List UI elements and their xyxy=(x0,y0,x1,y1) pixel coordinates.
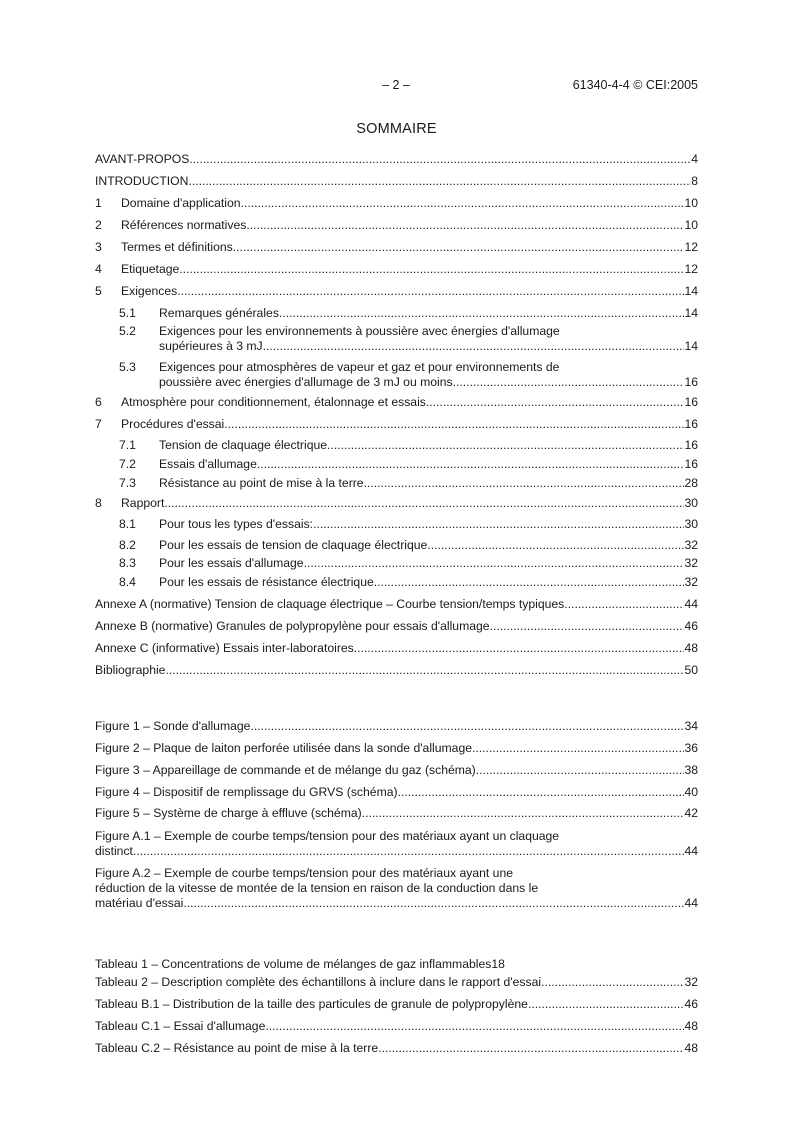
toc-entry-annexe-b[interactable] xyxy=(95,619,698,634)
dot-leader xyxy=(398,785,685,800)
dot-leader xyxy=(564,597,684,612)
page-title: SOMMAIRE xyxy=(356,121,437,137)
figure-entry-3[interactable] xyxy=(95,763,698,778)
toc-entry-section-7-3[interactable] xyxy=(119,476,698,491)
toc-entry-text-line-1: Exigences pour atmosphères de vapeur et gaz et pour environnements de xyxy=(159,360,560,374)
toc-entry-page: 16 xyxy=(684,375,698,389)
toc-entry-number: 7.3 xyxy=(119,476,136,490)
toc-entry-section-8[interactable] xyxy=(95,496,698,511)
toc-entry-page: 48 xyxy=(684,641,698,655)
toc-entry-page: 30 xyxy=(684,517,698,531)
dot-leader xyxy=(246,218,684,233)
table-entry-text: Tableau C.1 – Essai d'allumage xyxy=(95,1019,266,1033)
figure-entry-text: Figure 1 – Sonde d'allumage xyxy=(95,719,251,733)
toc-entry-text: Références normatives xyxy=(121,218,247,232)
toc-entry-page: 12 xyxy=(684,240,698,254)
dot-leader xyxy=(224,417,684,432)
toc-entry-number: 7 xyxy=(95,417,102,431)
toc-entry-introduction[interactable] xyxy=(95,174,698,189)
toc-entry-text: Procédures d'essai xyxy=(121,417,225,431)
toc-entry-text: Remarques générales xyxy=(159,306,279,320)
figure-entry-text: Figure 2 – Plaque de laiton perforée utilisée dans la sonde d'allumage xyxy=(95,741,473,755)
toc-entry-page: 4 xyxy=(691,152,698,166)
toc-entry-number: 5.2 xyxy=(119,324,136,338)
toc-entry-section-5-2[interactable] xyxy=(119,324,698,354)
dot-leader xyxy=(179,262,684,277)
toc-entry-text: Domaine d'application xyxy=(121,196,241,210)
page-number: – 2 – xyxy=(382,78,410,92)
toc-entry-section-6[interactable] xyxy=(95,395,698,410)
table-entry-text: Tableau 2 – Description complète des échantillons à inclure dans le rapport d'essai xyxy=(95,975,542,989)
dot-leader xyxy=(233,240,685,255)
toc-entry-text: Résistance au point de mise à la terre xyxy=(159,476,364,490)
toc-entry-page: 10 xyxy=(684,196,698,210)
figure-entry-text: distinct xyxy=(95,844,133,858)
figure-entry-text: Figure 4 – Dispositif de remplissage du GRVS (schéma) xyxy=(95,785,398,799)
toc-entry-page: 50 xyxy=(684,663,698,677)
dot-leader xyxy=(362,806,685,821)
toc-entry-number: 8.1 xyxy=(119,517,136,531)
dot-leader xyxy=(241,196,685,211)
toc-entry-page: 8 xyxy=(691,174,698,188)
table-entry-text: Tableau B.1 – Distribution de la taille des particules de granule de polypropylène xyxy=(95,997,528,1011)
toc-entry-text: Essais d'allumage xyxy=(159,457,257,471)
toc-entry-page: 14 xyxy=(684,306,698,320)
document-reference: 61340-4-4 © CEI:2005 xyxy=(572,78,698,92)
toc-entry-text: poussière avec énergies d'allumage de 3 mJ ou moins xyxy=(159,375,453,389)
toc-entry-text: Pour les essais de résistance électrique xyxy=(159,575,374,589)
toc-entry-section-1[interactable] xyxy=(95,196,698,211)
toc-entry-section-8-4[interactable] xyxy=(119,575,698,590)
toc-entry-page: 32 xyxy=(684,556,698,570)
toc-entry-text: Pour les essais d'allumage xyxy=(159,556,304,570)
figure-entry-text-line-1: Figure A.2 – Exemple de courbe temps/tension pour des matériaux ayant une xyxy=(95,866,514,880)
toc-entry-section-2[interactable] xyxy=(95,218,698,233)
dot-leader xyxy=(528,997,685,1012)
toc-entry-text: supérieures à 3 mJ xyxy=(159,339,263,353)
toc-entry-section-7[interactable] xyxy=(95,417,698,432)
table-entry-page: 48 xyxy=(684,1019,698,1033)
dot-leader xyxy=(476,763,685,778)
figure-entry-5[interactable] xyxy=(95,806,698,821)
toc-entry-annexe-a[interactable] xyxy=(95,597,698,612)
toc-entry-number: 5.1 xyxy=(119,306,136,320)
figure-entry-text: matériau d'essai xyxy=(95,896,184,910)
toc-entry-section-7-2[interactable] xyxy=(119,457,698,472)
toc-entry-avant-propos[interactable] xyxy=(95,152,698,167)
table-entry-1[interactable] xyxy=(95,957,698,972)
toc-entry-annexe-c[interactable] xyxy=(95,641,698,656)
dot-leader xyxy=(263,339,685,354)
dot-leader xyxy=(374,575,685,590)
toc-entry-page: 44 xyxy=(684,597,698,611)
dot-leader xyxy=(427,538,684,553)
toc-entry-number: 8.4 xyxy=(119,575,136,589)
toc-entry-text: Annexe A (normative) Tension de claquage électrique – Courbe tension/temps typiques xyxy=(95,597,565,611)
toc-entry-section-8-2[interactable] xyxy=(119,538,698,553)
dot-leader xyxy=(313,517,684,532)
toc-entry-page: 16 xyxy=(684,457,698,471)
toc-entry-page: 12 xyxy=(684,262,698,276)
dot-leader xyxy=(426,395,685,410)
table-entry-page: 48 xyxy=(684,1041,698,1055)
toc-entry-page: 16 xyxy=(684,395,698,409)
toc-entry-text-line-1: Exigences pour les environnements à poussière avec énergies d'allumage xyxy=(159,324,560,338)
toc-entry-text: AVANT-PROPOS xyxy=(95,152,190,166)
dot-leader xyxy=(189,152,691,167)
toc-entry-number: 6 xyxy=(95,395,102,409)
toc-entry-page: 14 xyxy=(684,339,698,353)
dot-leader xyxy=(378,1041,684,1056)
figure-entry-page: 36 xyxy=(684,741,698,755)
figure-entry-page: 44 xyxy=(684,844,698,858)
figure-entry-page: 34 xyxy=(684,719,698,733)
toc-entry-number: 8 xyxy=(95,496,102,510)
table-entry-b1[interactable] xyxy=(95,997,698,1012)
table-entry-c1[interactable] xyxy=(95,1019,698,1034)
toc-entry-section-5-1[interactable] xyxy=(119,306,698,321)
table-entry-2[interactable] xyxy=(95,975,698,990)
figure-entry-text: Figure 3 – Appareillage de commande et de mélange du gaz (schéma) xyxy=(95,763,476,777)
dot-leader xyxy=(265,1019,684,1034)
dot-leader xyxy=(490,619,685,634)
figure-entry-text: Figure 5 – Système de charge à effluve (schéma) xyxy=(95,806,362,820)
toc-entry-number: 7.2 xyxy=(119,457,136,471)
figure-entry-page: 42 xyxy=(684,806,698,820)
table-entry-c2[interactable] xyxy=(95,1041,698,1056)
dot-leader xyxy=(164,496,684,511)
toc-entry-page: 10 xyxy=(684,218,698,232)
toc-entry-section-3[interactable] xyxy=(95,240,698,255)
toc-entry-page: 16 xyxy=(684,417,698,431)
figure-entry-a2[interactable] xyxy=(95,866,698,911)
dot-leader xyxy=(304,556,685,571)
toc-entry-number: 4 xyxy=(95,262,102,276)
dot-leader xyxy=(250,719,684,734)
toc-entry-text: Pour tous les types d'essais: xyxy=(159,517,314,531)
dot-leader xyxy=(133,844,685,859)
dot-leader xyxy=(257,457,685,472)
toc-entry-text: Annexe B (normative) Granules de polypropylène pour essais d'allumage xyxy=(95,619,490,633)
toc-entry-bibliographie[interactable] xyxy=(95,663,698,678)
toc-entry-text: Bibliographie xyxy=(95,663,166,677)
dot-leader xyxy=(188,174,691,189)
toc-entry-page: 16 xyxy=(684,438,698,452)
toc-entry-page: 30 xyxy=(684,496,698,510)
figure-entry-page: 40 xyxy=(684,785,698,799)
table-entry-text: Tableau C.2 – Résistance au point de mise à la terre xyxy=(95,1041,379,1055)
figure-entry-4[interactable] xyxy=(95,785,698,800)
toc-entry-number: 8.3 xyxy=(119,556,136,570)
dot-leader xyxy=(183,896,684,911)
toc-entry-section-8-3[interactable] xyxy=(119,556,698,571)
toc-entry-number: 2 xyxy=(95,218,102,232)
toc-entry-page: 46 xyxy=(684,619,698,633)
toc-entry-page: 28 xyxy=(684,476,698,490)
figure-entry-page: 38 xyxy=(684,763,698,777)
toc-entry-number: 3 xyxy=(95,240,102,254)
dot-leader xyxy=(165,663,684,678)
toc-entry-text: Annexe C (informative) Essais inter-laboratoires xyxy=(95,641,354,655)
toc-entry-text: Termes et définitions xyxy=(121,240,233,254)
toc-entry-text: Tension de claquage électrique xyxy=(159,438,328,452)
table-entry-text: Tableau 1 – Concentrations de volume de mélanges de gaz inflammables18 xyxy=(95,957,505,971)
toc-entry-number: 8.2 xyxy=(119,538,136,552)
toc-entry-number: 5 xyxy=(95,284,102,298)
figure-entry-1[interactable] xyxy=(95,719,698,734)
toc-entry-text: Atmosphère pour conditionnement, étalonnage et essais xyxy=(121,395,426,409)
toc-entry-section-5-3[interactable] xyxy=(119,360,698,390)
toc-entry-number: 1 xyxy=(95,196,102,210)
toc-entry-number: 5.3 xyxy=(119,360,136,374)
figure-entry-page: 44 xyxy=(684,896,698,910)
toc-entry-page: 32 xyxy=(684,538,698,552)
dot-leader xyxy=(177,284,684,299)
toc-entry-text: Exigences xyxy=(121,284,178,298)
dot-leader xyxy=(472,741,684,756)
toc-entry-section-7-1[interactable] xyxy=(119,438,698,453)
dot-leader xyxy=(541,975,684,990)
dot-leader xyxy=(354,641,685,656)
figure-entry-a1[interactable] xyxy=(95,829,698,859)
figure-entry-text-line-2: réduction de la vitesse de montée de la tension en raison de la conduction dans le xyxy=(95,881,539,895)
dot-leader xyxy=(364,476,685,491)
toc-entry-page: 32 xyxy=(684,575,698,589)
toc-entry-text: INTRODUCTION xyxy=(95,174,189,188)
toc-entry-number: 7.1 xyxy=(119,438,136,452)
toc-entry-section-8-1[interactable] xyxy=(119,517,698,532)
figure-entry-2[interactable] xyxy=(95,741,698,756)
toc-entry-section-5[interactable] xyxy=(95,284,698,299)
toc-entry-text: Pour les essais de tension de claquage électrique xyxy=(159,538,428,552)
dot-leader xyxy=(453,375,685,390)
dot-leader xyxy=(327,438,684,453)
toc-entry-text: Rapport xyxy=(121,496,165,510)
toc-entry-page: 14 xyxy=(684,284,698,298)
table-entry-page: 46 xyxy=(684,997,698,1011)
toc-entry-text: Etiquetage xyxy=(121,262,180,276)
figure-entry-text-line-1: Figure A.1 – Exemple de courbe temps/tension pour des matériaux ayant un claquage xyxy=(95,829,560,843)
toc-entry-section-4[interactable] xyxy=(95,262,698,277)
table-entry-page: 32 xyxy=(684,975,698,989)
dot-leader xyxy=(279,306,685,321)
